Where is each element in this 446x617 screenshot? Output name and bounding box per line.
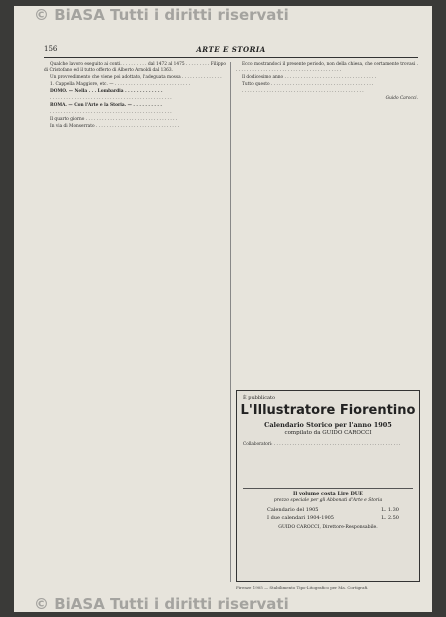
colophon: Firenze 1905 — Stabilimento Tipo-Litografico per Ma. Cortigrafi. <box>236 585 369 590</box>
right-paragraph: Tutto questo . . . . . . . . . . . . . . . . . . . . . . . . . . . . . . . . . . . . . . <box>242 82 374 88</box>
left-column <box>44 62 226 131</box>
ad-price-label: I due calendari 1904-1905 <box>267 515 334 521</box>
column-divider <box>230 62 231 582</box>
ad-price-note: prezzo speciale per gli Abbonati d'Arte e Storia <box>273 498 383 503</box>
left-paragraph: Un provvedimento che viene poi adottato, l'adeguata mossa . . . . . . . . . . . . . . . <box>50 75 222 81</box>
ad-price-line-2 <box>267 515 399 521</box>
right-column <box>236 62 418 103</box>
ad-compiler: compilato da GUIDO CAROCCI <box>284 430 372 436</box>
left-paragraph: In via di Monserrato . . . . . . . . . . . . . . . . . . . . . . . . . . . . . . . <box>50 124 180 130</box>
ad-collaborators: Collaboratori: . . . . . . . . . . . . . . . . . . . . . . . . . . . . . . . . . . . . . . . . . . . . . . . . <box>243 441 401 446</box>
ad-title: L'Illustratore Fiorentino <box>240 403 416 418</box>
header-rule <box>44 57 418 58</box>
left-paragraph: Il quarto giorno . . . . . . . . . . . . . . . . . . . . . . . . . . . . . . . . . . <box>50 117 178 123</box>
left-paragraph: Qualche lavoro eseguito ai conti. . . . . . . . . . dal 1472 al 1475 . . . . . . . . . Filippo di Cristofano ed il tutto offerto di Alberto Arnoldi dal 1363. <box>44 62 226 74</box>
journal-title: ARTE E STORIA <box>196 45 266 54</box>
ad-price-label: Calendario del 1905 <box>267 507 319 513</box>
ad-footer: GUIDO CAROCCI, Direttore-Responsabile. <box>278 525 378 530</box>
watermark-bottom: © BiASA Tutti i diritti riservati <box>34 595 289 612</box>
section-heading-domo: DOMO. — Nella . . . Lombardia . . . . . . . . . . . . . <box>50 89 163 95</box>
section-heading-roma: ROMA. — Con l'Arte e la Storia. — . . . . . . . . . . <box>50 103 162 109</box>
ad-price-title: Il volume costa Lire DUE <box>293 491 363 497</box>
right-paragraph: Il dodicesimo anno . . . . . . . . . . . . . . . . . . . . . . . . . . . . . . . . . . <box>242 75 377 81</box>
page <box>14 6 432 612</box>
watermark-top: © BiASA Tutti i diritti riservati <box>34 6 289 24</box>
left-paragraph: 1. Cappella Maggiore, etc. — . . . . . . . . . . . . . . . . . . . . . . . . . . . . <box>50 82 190 88</box>
ad-price-line-1 <box>267 507 399 513</box>
ad-subtitle: Calendario Storico per l'anno 1905 <box>264 421 392 429</box>
ad-intro: È pubblicato <box>243 395 276 401</box>
right-paragraph: Ecco mostrandoci il presente periodo, non della chiesa, che certamente trovasi . . . . . . . . . . . . . . . . . . . . . . . . . . . . . . . . . . . . . . . . <box>236 62 418 74</box>
right-paragraph: . . . . . . . . . . . . . . . . . . . . . . . . . . . . . . . . . . . . . . . . . . . . . <box>242 89 364 95</box>
ad-price-value: L. 1.30 <box>381 507 399 513</box>
page-number: 156 <box>44 45 58 53</box>
running-header <box>44 45 418 57</box>
left-paragraph: . . . . . . . . . . . . . . . . . . . . . . . . . . . . . . . . . . . . . . . . . . . . . <box>50 96 172 102</box>
left-paragraph: . . . . . . . . . . . . . . . . . . . . . . . . . . . . . . . . . . . . . . . . . . . . . <box>50 110 172 116</box>
advertisement-box <box>236 390 420 582</box>
author-signature: Guido Carocci. <box>385 96 418 102</box>
ad-divider <box>243 488 413 489</box>
ad-price-value: L. 2.50 <box>381 515 399 521</box>
